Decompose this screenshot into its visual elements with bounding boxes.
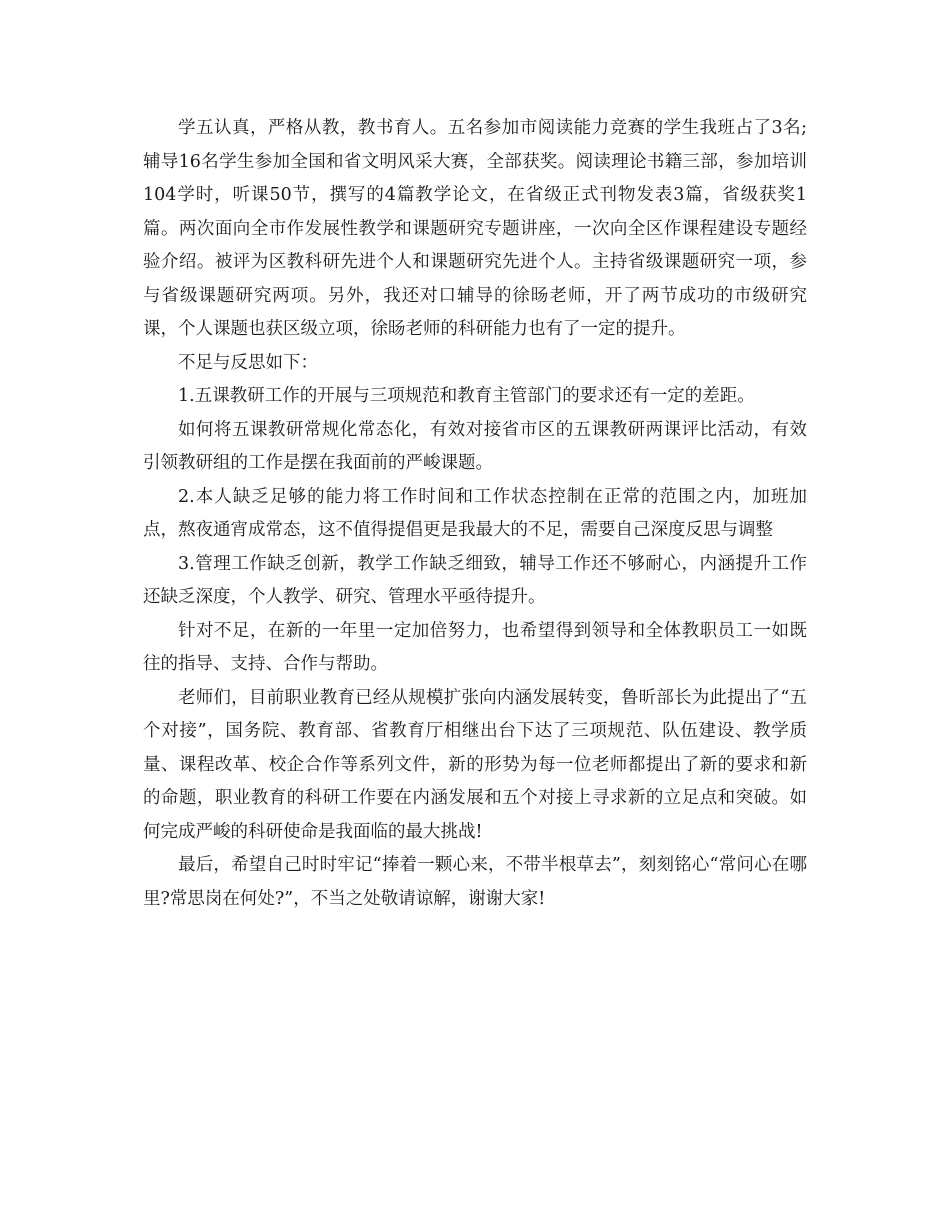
paragraph-point-1-detail: 如何将五课教研常规化常态化，有效对接省市区的五课教研两课评比活动，有效引领教研组的工作是摆在我面前的严峻课题。	[143, 419, 807, 473]
document-body	[143, 112, 807, 916]
paragraph-point-1: 1.五课教研工作的开展与三项规范和教育主管部门的要求还有一定的差距。	[178, 386, 755, 406]
paragraph-challenge: 老师们，目前职业教育已经从规模扩张向内涵发展转变，鲁昕部长为此提出了“五个对接”，国务院、教育部、省教育厅相继出台下达了三项规范、队伍建设、教学质量、课程改革、校企合作等系列文件，新的形势为每一位老师都提出了新的要求和新的命题，职业教育的科研工作要在内涵发展和五个对接上寻求新的立足点和突破。如何完成严峻的科研使命是我面临的最大挑战!	[143, 687, 807, 842]
paragraph-reflection-heading: 不足与反思如下：	[178, 352, 318, 373]
paragraph-commitment: 针对不足，在新的一年里一定加倍努力，也希望得到领导和全体教职员工一如既往的指导、支持、合作与帮助。	[143, 620, 807, 674]
paragraph-achievements: 学五认真，严格从教，教书育人。五名参加市阅读能力竞赛的学生我班占了3名;辅导16名学生参加全国和省文明风采大赛，全部获奖。阅读理论书籍三部，参加培训104学时，听课50节，撰写的4篇教学论文，在省级正式刊物发表3篇，省级获奖1篇。两次面向全市作发展性教学和课题研究专题讲座，一次向全区作课程建设专题经验介绍。被评为区教科研先进个人和课题研究先进个人。主持省级课题研究一项，参与省级课题研究两项。另外，我还对口辅导的徐旸老师，开了两节成功的市级研究课，个人课题也获区级立项，徐旸老师的科研能力也有了一定的提升。	[143, 118, 807, 339]
paragraph-point-3: 3.管理工作缺乏创新，教学工作缺乏细致，辅导工作还不够耐心，内涵提升工作还缺乏深度，个人教学、研究、管理水平亟待提升。	[143, 553, 807, 607]
paragraph-closing: 最后，希望自己时时牢记“捧着一颗心来，不带半根草去”，刻刻铭心“常问心在哪里?常思岗在何处?”，不当之处敬请谅解，谢谢大家!	[143, 855, 807, 909]
paragraph-point-2: 2.本人缺乏足够的能力将工作时间和工作状态控制在正常的范围之内，加班加点，熬夜通宵成常态，这不值得提倡更是我最大的不足，需要自己深度反思与调整	[143, 486, 807, 540]
